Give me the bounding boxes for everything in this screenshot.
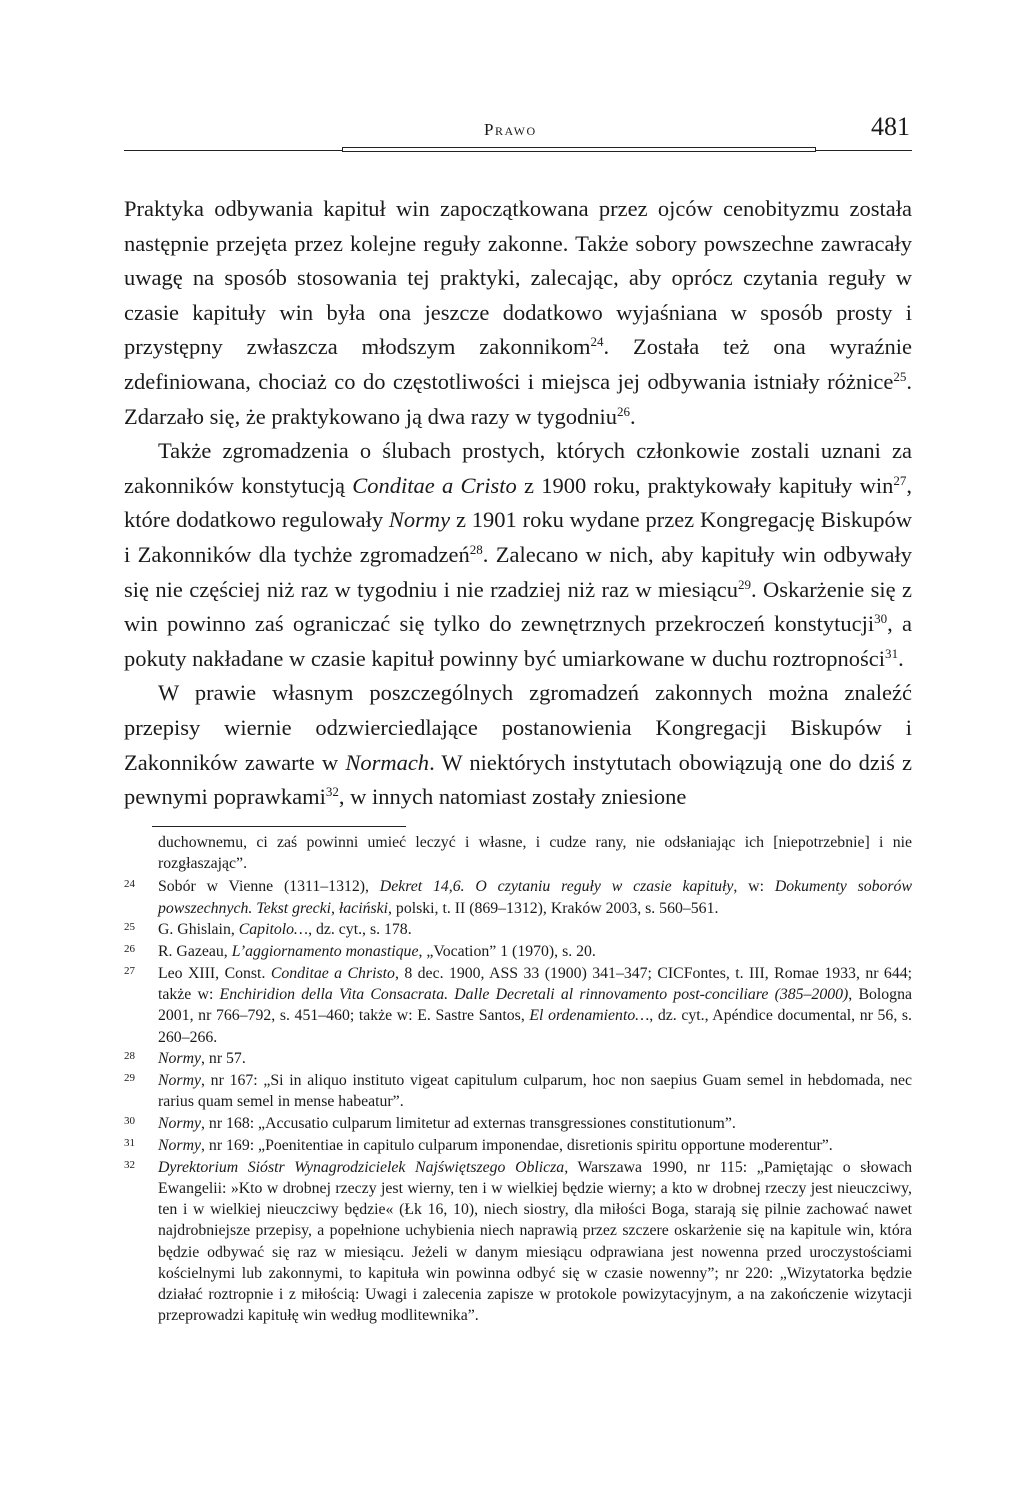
running-title: Prawo bbox=[484, 120, 537, 139]
footnote-ref-26[interactable]: 26 bbox=[616, 403, 630, 419]
footnote-separator bbox=[152, 826, 406, 827]
footnote-number: 27 bbox=[124, 965, 135, 977]
footnote-25: 25 G. Ghislain, Capitolo…, dz. cyt., s. 178. bbox=[124, 919, 912, 940]
footnote-31: 31 Normy, nr 169: „Poenitentiae in capitulo culparum imponendae, disretionis spiritu opportune moderentur”. bbox=[124, 1135, 912, 1156]
footnote-24: 24 Sobór w Vienne (1311–1312), Dekret 14,6. O czytaniu reguły w czasie kapituły, w: Dokumenty soborów powszechnych. Tekst grecki, łaciński, polski, t. II (869–1312), Kraków 2003, s. 560–561. bbox=[124, 876, 912, 918]
footnote-ref-32[interactable]: 32 bbox=[325, 784, 339, 800]
footnote-ref-25[interactable]: 25 bbox=[893, 369, 907, 385]
main-text bbox=[124, 192, 912, 815]
footnote-continuation: duchownemu, ci zaś powinni umieć leczyć i własne, i cudze rany, nie odsłaniając ich [niepotrzebnie] i nie rozgłaszając”. bbox=[158, 834, 912, 873]
header-rule-accent bbox=[342, 147, 816, 152]
footnote-number: 24 bbox=[124, 878, 135, 891]
footnote-ref-24[interactable]: 24 bbox=[590, 334, 604, 350]
footnote-number: 32 bbox=[124, 1158, 135, 1171]
footnote-number: 25 bbox=[124, 921, 135, 934]
footnote-ref-27[interactable]: 27 bbox=[893, 472, 907, 488]
footnote-30: 30 Normy, nr 168: „Accusatio culparum limitetur ad externas transgressiones constitutionum”. bbox=[124, 1113, 912, 1134]
footnote-ref-29[interactable]: 29 bbox=[737, 576, 752, 592]
paragraph-1: Praktyka odbywania kapituł win zapoczątkowana przez ojców cenobityzmu została następnie przejęta przez kolejne reguły zakonne. Także sobory powszechne zawracały uwagę na sposób stosowania tej praktyki, zalecając, aby oprócz czytania reguły w czasie kapituły win była ona jeszcze dodatkowo wyjaśniana w sposób prosty i przystępny zwłaszcza młodszym zakonnikom$^{24}$. Została też ona wyraźnie zdefiniowana, chociaż co do częstotliwości i miejsca jej odbywania istniały różnice$^{25}$. Zdarzało się, że praktykowano ją dwa razy w tygodniu$^{26}$. bbox=[124, 196, 913, 429]
footnote-32: 32 Dyrektorium Sióstr Wynagrodzicielek Najświętszego Oblicza, Warszawa 1990, nr 115: „Pamiętając o słowach Ewangelii: »Kto w drobnej rzeczy jest wierny, ten i w wielkiej będzie wierny; a kto w drobnej rzeczy jest nieuczciwy, ten i w wielkiej nieuczciwy będzie« (Łk 16, 10), niech siostry, dla miłości Boga, starają się pilnie zachować nawet najdrobniejsze przepisy, a popełnione uchybienia niech naprawią przez szczere oskarżenie się na kapitule win, która będzie odbywać się raz w miesiącu. Jeżeli w danym miesiącu odprawiana jest nowenna przed uroczystościami kościelnymi lub zakonnymi, to kapituła win powinna odbyć się w czasie nowenny”; nr 220: „Wizytatorka będzie działać roztropnie i z miłością: Uwagi i zalecenia zapisze w protokole powizytacyjnym, a na zakończenie wizytacji przeprowadzi kapitułę win według modlitewnika”. bbox=[124, 1157, 912, 1327]
footnote-number: 30 bbox=[124, 1115, 135, 1128]
paragraph-3: W prawie własnym poszczególnych zgromadzeń zakonnych można znaleźć przepisy wiernie odzwierciedlające postanowienia Kongregacji Biskupów i Zakonników zawarte w Normach. W niektórych instytutach obowiązują one do dziś z pewnymi poprawkami$^{32}$, w innych natomiast zostały zniesione bbox=[124, 680, 913, 810]
footnote-ref-28[interactable]: 28 bbox=[469, 542, 483, 558]
footnote-26: 26 R. Gazeau, L’aggiornamento monastique, „Vocation” 1 (1970), s. 20. bbox=[124, 941, 912, 962]
footnote-ref-30[interactable]: 30 bbox=[874, 611, 888, 627]
page-number: 481 bbox=[871, 112, 910, 141]
footnotes bbox=[124, 832, 912, 1327]
footnote-number: 31 bbox=[124, 1137, 135, 1149]
footnote-29: 29 Normy, nr 167: „Si in aliquo instituto vigeat capitulum culparum, hoc non saepius Guam semel in hebdomada, nec rarius quam semel in mense habeatur”. bbox=[124, 1070, 912, 1112]
footnote-number: 26 bbox=[124, 943, 135, 956]
footnote-ref-31[interactable]: 31 bbox=[885, 645, 899, 661]
footnote-number: 29 bbox=[124, 1072, 135, 1085]
page-header bbox=[124, 112, 912, 158]
footnote-28: 28 Normy, nr 57. bbox=[124, 1048, 912, 1069]
footnote-number: 28 bbox=[124, 1050, 135, 1063]
paragraph-2: Także zgromadzenia o ślubach prostych, których członkowie zostali uznani za zakonników konstytucją Conditae a Cristo z 1900 roku, praktykowały kapituły win$^{27}$, które dodatkowo regulowały Normy z 1901 roku wydane przez Kongregację Biskupów i Zakonników dla tychże zgromadzeń$^{28}$. Zalecano w nich, aby kapituły win odbywały się nie częściej niż raz w tygodniu i nie rzadziej niż raz w miesiącu$^{29}$. Oskarżenie się z win powinno zaś ograniczać się tylko do zewnętrznych przekroczeń konstytucji$^{30}$, a pokuty nakładane w czasie kapituł powinny być umiarkowane w duchu roztropności$^{31}$. bbox=[124, 438, 913, 671]
footnote-27: 27 Leo XIII, Const. Conditae a Christo, 8 dec. 1900, ASS 33 (1900) 341–347; CICFontes, t. III, Romae 1933, nr 644; także w: Enchiridion della Vita Consacrata. Dalle Decretali al rinnovamento post-conciliare (385–2000), Bologna 2001, nr 766–792, s. 451–460; także w: E. Sastre Santos, El ordenamiento…, dz. cyt., Apéndice documental, nr 56, s. 260–266. bbox=[124, 963, 912, 1048]
